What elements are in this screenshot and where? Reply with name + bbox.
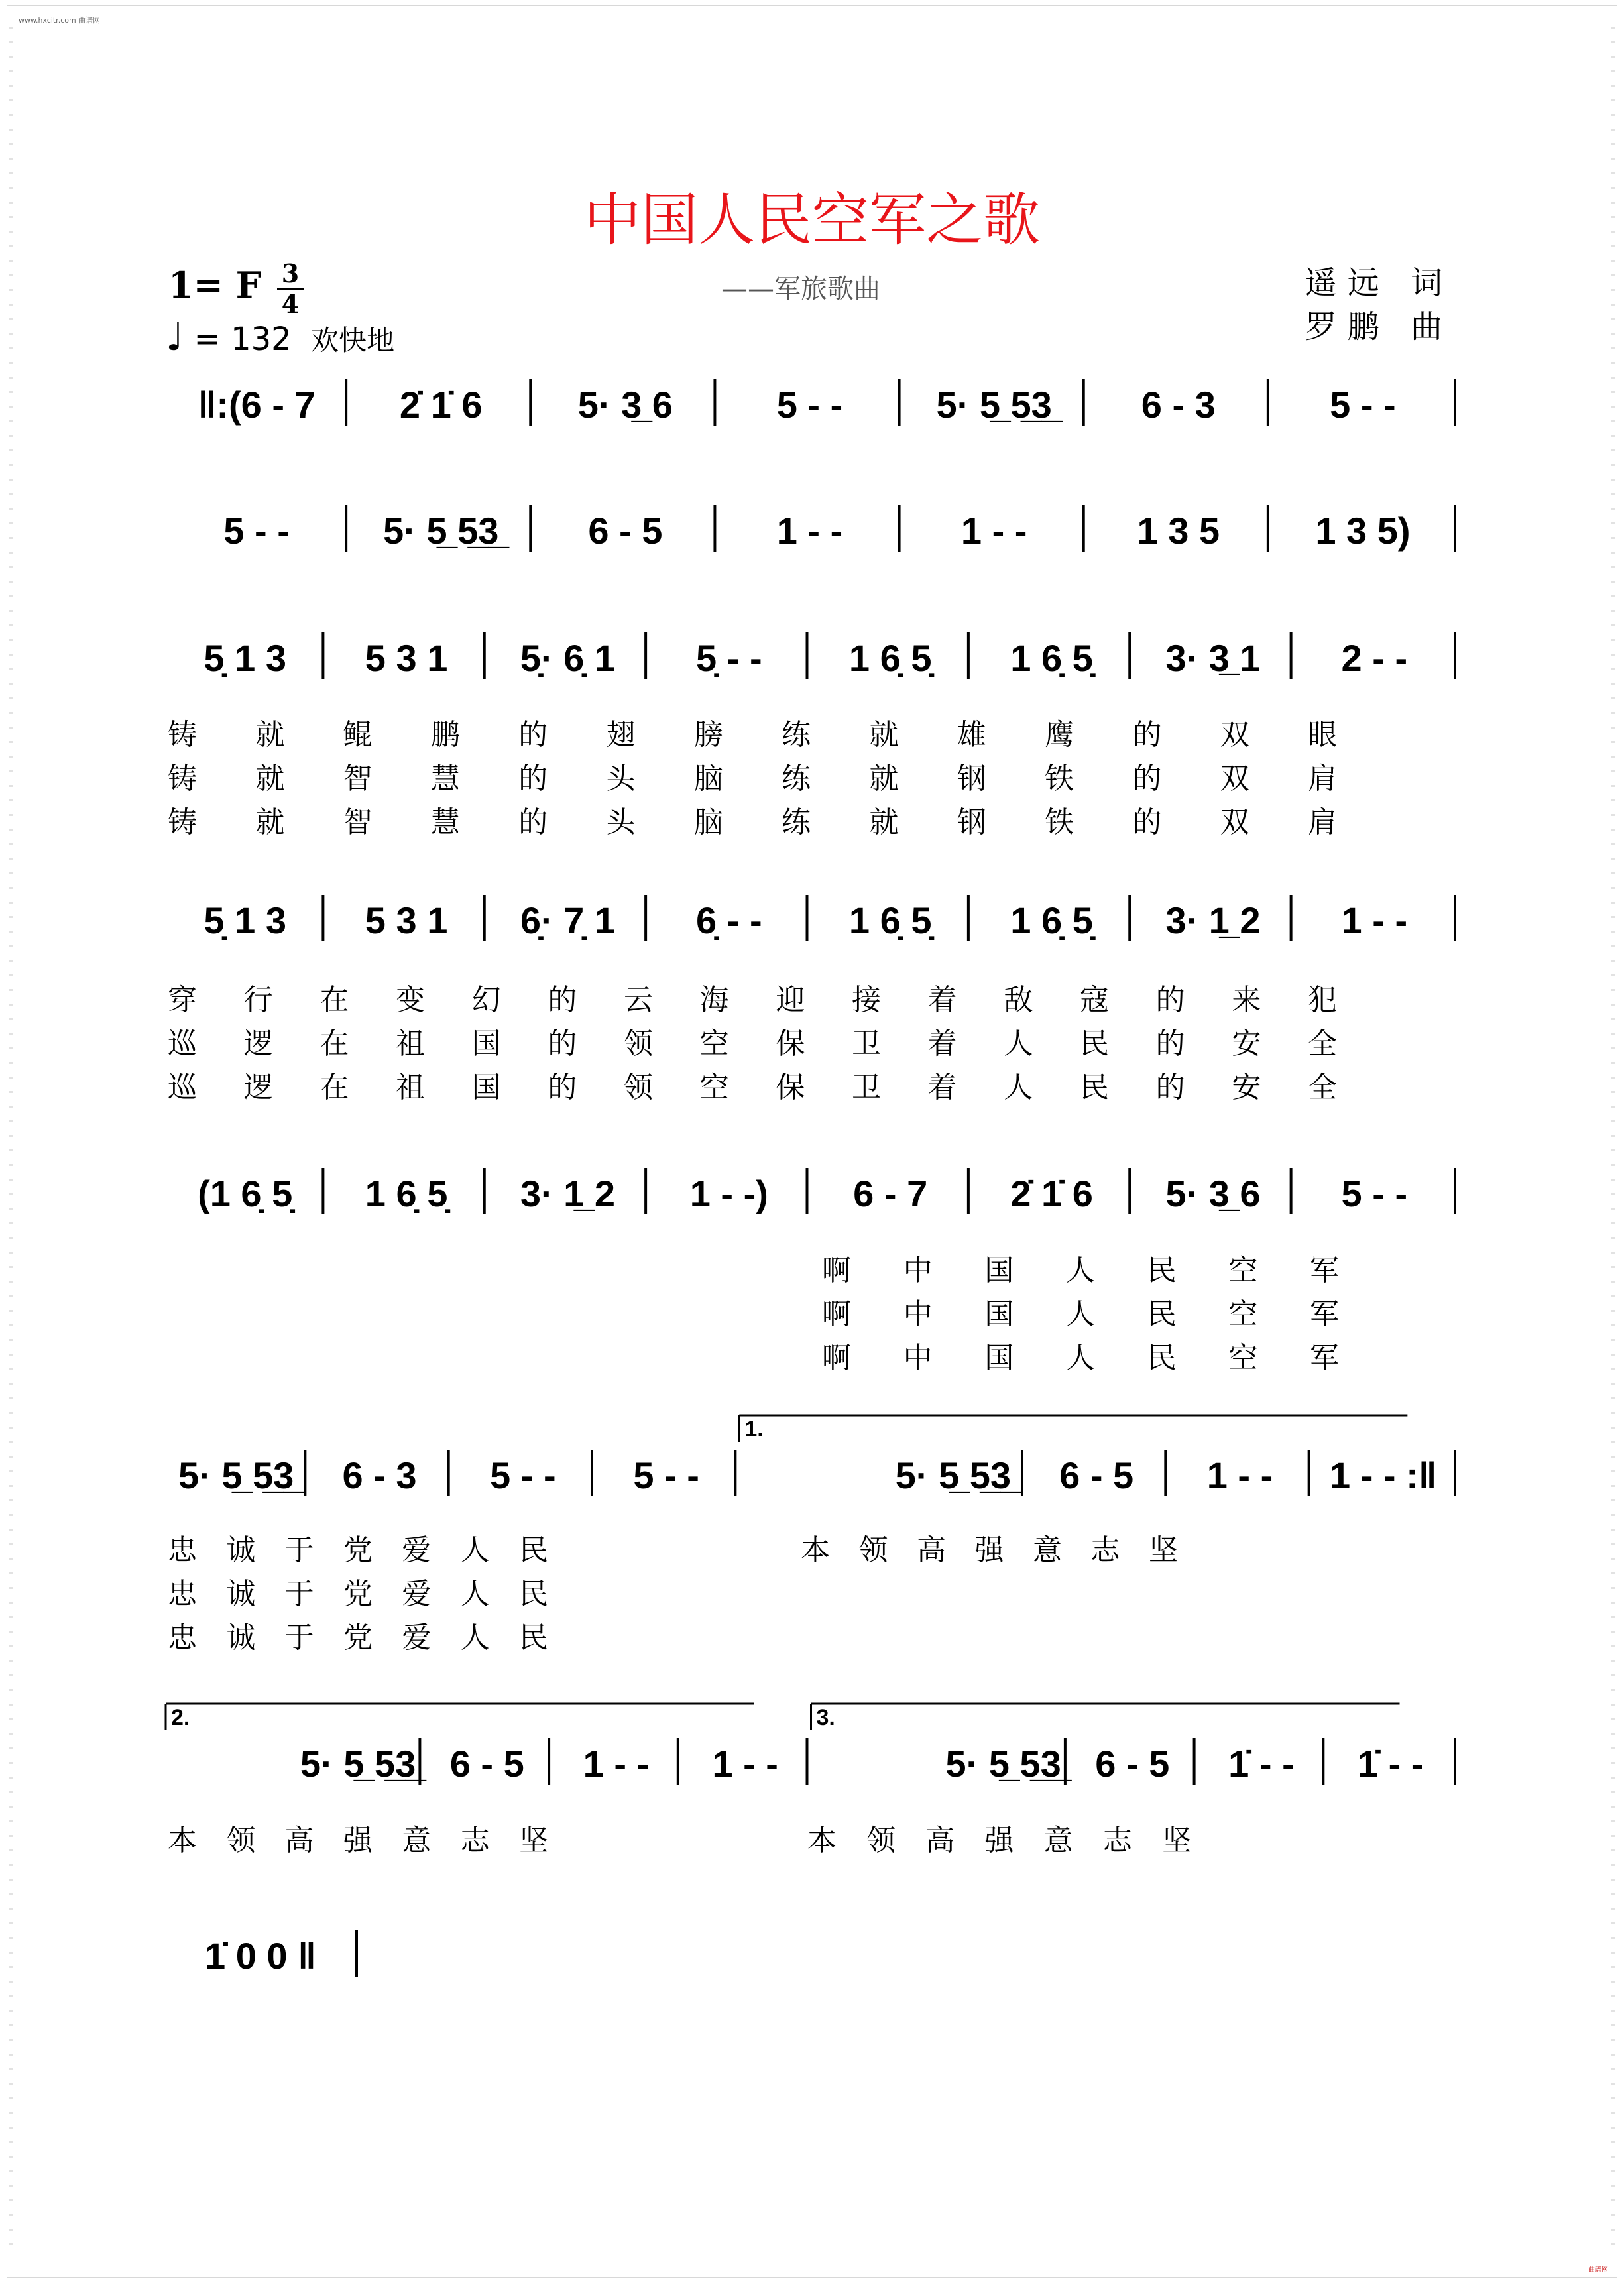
lyric-char: 逻 bbox=[243, 1027, 273, 1061]
measure-notes: (1 6̣ 5̣ bbox=[198, 1173, 293, 1214]
lyric-char: 幻 bbox=[471, 983, 501, 1017]
lyric-char: 中 bbox=[903, 1341, 933, 1375]
lyric-char: 爱 bbox=[402, 1533, 432, 1567]
lyric-char: 练 bbox=[782, 718, 811, 752]
measure-notes: 5 3 1 bbox=[365, 637, 448, 679]
lyric-char: 人 bbox=[460, 1577, 490, 1611]
lyric-char: 民 bbox=[1147, 1297, 1177, 1331]
site-watermark-top: www.hxcitr.com 曲谱网 bbox=[19, 16, 101, 25]
lyric-char: 强 bbox=[343, 1824, 373, 1857]
lyric-char: 在 bbox=[319, 1071, 349, 1104]
lyric-char: 肩 bbox=[1308, 762, 1337, 795]
lyric-char: 人 bbox=[1004, 1071, 1033, 1104]
measure-notes: 6 - 3 bbox=[1141, 384, 1216, 426]
lyric-char: 诚 bbox=[226, 1577, 256, 1611]
lyric-char: 卫 bbox=[852, 1027, 881, 1061]
lyric-char: 党 bbox=[343, 1533, 373, 1567]
song-subtitle: ——军旅歌曲 bbox=[721, 274, 880, 304]
lyric-char: 民 bbox=[1080, 1071, 1109, 1104]
quarter-note-icon: ♩ bbox=[166, 314, 184, 359]
measure-notes: 1 - - bbox=[712, 1743, 778, 1785]
measure-notes: 6 - 3 bbox=[342, 1454, 417, 1496]
lyric-char: 的 bbox=[518, 805, 548, 839]
measure-notes: 5· 5̲ 5̲3̲ bbox=[178, 1454, 294, 1496]
measure-notes: 1 - -) bbox=[689, 1173, 768, 1214]
lyric-char: 巡 bbox=[168, 1027, 197, 1061]
lyric-char: 智 bbox=[343, 805, 373, 839]
lyric-char: 迎 bbox=[776, 983, 805, 1017]
lyric-char: 人 bbox=[460, 1533, 490, 1567]
lyric-char: 空 bbox=[699, 1027, 729, 1061]
time-signature-bottom: 4 bbox=[281, 289, 300, 319]
lyric-char: 头 bbox=[606, 762, 636, 795]
lyric-char: 中 bbox=[903, 1297, 933, 1331]
lyric-char: 铁 bbox=[1045, 805, 1074, 839]
lyric-char: 意 bbox=[1033, 1533, 1062, 1567]
lyric-char: 头 bbox=[606, 805, 636, 839]
lyric-char: 练 bbox=[782, 762, 811, 795]
lyric-char: 祖 bbox=[396, 1027, 425, 1061]
measure-notes: 6̣ - - bbox=[696, 900, 762, 941]
measure-notes: 5 - - bbox=[223, 510, 290, 552]
lyric-char: 的 bbox=[518, 718, 548, 752]
lyric-char: 就 bbox=[869, 805, 899, 839]
lyric-char: 保 bbox=[776, 1027, 805, 1061]
lyric-char: 祖 bbox=[396, 1071, 425, 1104]
measure-notes: 1 - - :‖ bbox=[1330, 1454, 1437, 1496]
lyric-char: 行 bbox=[243, 983, 273, 1017]
lyric-char: 智 bbox=[343, 762, 373, 795]
lyric-char: 志 bbox=[1102, 1824, 1132, 1857]
lyric-char: 领 bbox=[858, 1533, 888, 1567]
lyric-char: 着 bbox=[927, 1027, 957, 1061]
measure-notes: 5̣ 1 3 bbox=[203, 900, 286, 941]
lyric-char: 就 bbox=[255, 805, 285, 839]
lyric-char: 云 bbox=[624, 983, 653, 1017]
lyric-char: 民 bbox=[1147, 1341, 1177, 1375]
lyric-char: 在 bbox=[319, 1027, 349, 1061]
measure-notes: 5· 5̲ 5̲3̲ bbox=[945, 1743, 1061, 1785]
measure-notes: 5 - - bbox=[490, 1454, 556, 1496]
measure-notes: 5· 5̲ 5̲3̲ bbox=[936, 384, 1052, 426]
lyric-char: 空 bbox=[699, 1071, 729, 1104]
lyric-char: 意 bbox=[1043, 1824, 1073, 1857]
lyric-char: 铁 bbox=[1045, 762, 1074, 795]
volta-label: 3. bbox=[816, 1705, 835, 1730]
measure-notes: 1 3 5) bbox=[1315, 510, 1411, 552]
lyric-char: 国 bbox=[471, 1071, 501, 1104]
lyric-char: 坚 bbox=[1162, 1824, 1191, 1857]
measure-notes: 5· 5̲ 5̲3̲ bbox=[895, 1454, 1012, 1496]
measure-notes: 6 - 7 bbox=[853, 1173, 928, 1214]
lyric-char: 双 bbox=[1220, 718, 1249, 752]
volta-label: 1. bbox=[744, 1417, 764, 1442]
lyric-char: 眼 bbox=[1308, 718, 1337, 752]
lyric-char: 着 bbox=[927, 983, 957, 1017]
lyric-char: 民 bbox=[519, 1577, 548, 1611]
lyric-char: 本 bbox=[801, 1533, 830, 1567]
measure-notes: 6 - 5 bbox=[449, 1743, 524, 1785]
measure-notes: 5 - - bbox=[1341, 1173, 1408, 1214]
lyric-char: 海 bbox=[699, 983, 729, 1017]
lyric-char: 的 bbox=[1155, 1071, 1185, 1104]
volta-label: 2. bbox=[171, 1705, 190, 1730]
lyric-char: 脑 bbox=[693, 762, 723, 795]
song-title: 中国人民空军之歌 bbox=[584, 187, 1040, 253]
measure-notes: 6 - 5 bbox=[1059, 1454, 1134, 1496]
lyric-char: 脑 bbox=[693, 805, 723, 839]
lyric-char: 本 bbox=[807, 1824, 837, 1857]
lyric-char: 钢 bbox=[957, 805, 986, 839]
lyric-char: 高 bbox=[925, 1824, 955, 1857]
measure-notes: 1 6̣ 5̣ bbox=[1010, 637, 1093, 679]
lyric-char: 坚 bbox=[519, 1824, 548, 1857]
lyric-char: 强 bbox=[984, 1824, 1014, 1857]
lyric-char: 的 bbox=[1155, 983, 1185, 1017]
lyric-char: 铸 bbox=[168, 718, 197, 752]
measure-notes: 1 6̣ 5̣ bbox=[365, 1173, 448, 1214]
lyric-char: 双 bbox=[1220, 805, 1249, 839]
measure-notes: 6 - 5 bbox=[588, 510, 663, 552]
lyric-char: 国 bbox=[984, 1341, 1014, 1375]
lyric-char: 肩 bbox=[1308, 805, 1337, 839]
lyric-char: 于 bbox=[284, 1577, 314, 1611]
lyric-char: 保 bbox=[776, 1071, 805, 1104]
lyric-char: 练 bbox=[782, 805, 811, 839]
measure-notes: 1 3 5 bbox=[1137, 510, 1220, 552]
measure-notes: 1 6̣ 5̣ bbox=[1010, 900, 1093, 941]
measure-notes: 3· 1̲ 2 bbox=[1165, 900, 1261, 941]
lyric-char: 逻 bbox=[243, 1071, 273, 1104]
measure-notes: 5· 5̲ 5̲3̲ bbox=[300, 1743, 416, 1785]
measure-notes: 1 - - bbox=[583, 1743, 650, 1785]
lyric-char: 的 bbox=[548, 1027, 577, 1061]
measure-notes: 5 - - bbox=[1330, 384, 1396, 426]
lyric-char: 本 bbox=[168, 1824, 197, 1857]
lyric-char: 于 bbox=[284, 1533, 314, 1567]
lyric-char: 膀 bbox=[693, 718, 723, 752]
lyric-char: 人 bbox=[460, 1621, 490, 1655]
lyric-char: 人 bbox=[1066, 1341, 1095, 1375]
lyric-char: 就 bbox=[255, 762, 285, 795]
lyric-char: 着 bbox=[927, 1071, 957, 1104]
measure-notes: 5 3 1 bbox=[365, 900, 448, 941]
lyric-char: 的 bbox=[1132, 718, 1162, 752]
measure-notes: 3· 1̲ 2 bbox=[520, 1173, 616, 1214]
lyric-char: 军 bbox=[1310, 1254, 1339, 1287]
lyric-char: 鹰 bbox=[1045, 718, 1074, 752]
measure-notes: 1̇ - - bbox=[1357, 1743, 1424, 1785]
measure-notes: 2 - - bbox=[1341, 637, 1408, 679]
lyric-char: 军 bbox=[1310, 1341, 1339, 1375]
lyric-char: 啊 bbox=[822, 1254, 851, 1287]
measure-notes: 5 - - bbox=[776, 384, 843, 426]
measure-notes: 1 - - bbox=[960, 510, 1027, 552]
lyric-char: 领 bbox=[624, 1027, 653, 1061]
lyric-char: 啊 bbox=[822, 1297, 851, 1331]
lyric-char: 民 bbox=[1080, 1027, 1109, 1061]
time-signature-top: 3 bbox=[281, 259, 300, 288]
lyric-char: 志 bbox=[1090, 1533, 1120, 1567]
lyric-char: 鲲 bbox=[343, 718, 373, 752]
lyric-char: 安 bbox=[1232, 1027, 1261, 1061]
lyric-char: 民 bbox=[1147, 1254, 1177, 1287]
lyric-char: 铸 bbox=[168, 762, 197, 795]
lyric-char: 人 bbox=[1066, 1297, 1095, 1331]
lyric-char: 铸 bbox=[168, 805, 197, 839]
lyric-char: 人 bbox=[1066, 1254, 1095, 1287]
measure-notes: 1 6̣ 5̣ bbox=[848, 900, 932, 941]
composer-credit: 罗鹏 曲 bbox=[1305, 308, 1453, 345]
measure-notes: 1 - - bbox=[776, 510, 843, 552]
lyric-char: 军 bbox=[1310, 1297, 1339, 1331]
lyric-char: 就 bbox=[255, 718, 285, 752]
lyric-char: 忠 bbox=[168, 1533, 197, 1567]
lyric-char: 的 bbox=[518, 762, 548, 795]
lyric-char: 穿 bbox=[168, 983, 197, 1017]
lyric-char: 雄 bbox=[957, 718, 986, 752]
lyric-char: 领 bbox=[866, 1824, 896, 1857]
measure-notes: 2̇ 1̇ 6 bbox=[1010, 1173, 1093, 1214]
lyric-char: 在 bbox=[319, 983, 349, 1017]
lyric-char: 民 bbox=[519, 1621, 548, 1655]
site-watermark-bottom: 曲谱网 bbox=[1588, 2266, 1608, 2274]
lyric-char: 诚 bbox=[226, 1533, 256, 1567]
measure-notes: 5̣ - - bbox=[696, 637, 762, 679]
lyric-char: 党 bbox=[343, 1621, 373, 1655]
measure-notes: 6 - 5 bbox=[1095, 1743, 1170, 1785]
lyric-char: 忠 bbox=[168, 1621, 197, 1655]
tempo-bpm: = 132 bbox=[194, 321, 292, 358]
lyric-char: 空 bbox=[1228, 1254, 1258, 1287]
lyric-char: 就 bbox=[869, 718, 899, 752]
lyric-char: 安 bbox=[1232, 1071, 1261, 1104]
lyric-char: 于 bbox=[284, 1621, 314, 1655]
lyric-char: 的 bbox=[548, 1071, 577, 1104]
lyricist-credit: 遥远 词 bbox=[1305, 264, 1453, 302]
lyric-char: 钢 bbox=[957, 762, 986, 795]
measure-notes: 1̇ - - bbox=[1228, 1743, 1295, 1785]
lyric-char: 高 bbox=[917, 1533, 946, 1567]
lyric-char: 中 bbox=[903, 1254, 933, 1287]
measure-notes: 3· 3̲ 1 bbox=[1165, 637, 1261, 679]
lyric-char: 敌 bbox=[1004, 983, 1033, 1017]
lyric-char: 的 bbox=[1132, 762, 1162, 795]
lyric-char: 的 bbox=[1132, 805, 1162, 839]
lyric-char: 国 bbox=[984, 1297, 1014, 1331]
lyric-char: 民 bbox=[519, 1533, 548, 1567]
measure-notes: 5̣· 6̣ 1 bbox=[520, 637, 616, 679]
lyric-char: 慧 bbox=[430, 762, 460, 795]
lyric-char: 巡 bbox=[168, 1071, 197, 1104]
tempo-description: 欢快地 bbox=[310, 324, 394, 357]
lyric-char: 爱 bbox=[402, 1577, 432, 1611]
lyric-char: 人 bbox=[1004, 1027, 1033, 1061]
measure-notes: 6̣· 7̣ 1 bbox=[520, 900, 616, 941]
lyric-char: 卫 bbox=[852, 1071, 881, 1104]
lyric-char: 鹏 bbox=[430, 718, 460, 752]
lyric-char: 强 bbox=[974, 1533, 1004, 1567]
lyric-char: 空 bbox=[1228, 1297, 1258, 1331]
measure-notes: 1 6̣ 5̣ bbox=[848, 637, 932, 679]
lyric-char: 国 bbox=[984, 1254, 1014, 1287]
lyric-char: 的 bbox=[548, 983, 577, 1017]
lyric-char: 寇 bbox=[1080, 983, 1109, 1017]
measure-notes: 5̣ 1 3 bbox=[203, 637, 286, 679]
lyric-char: 忠 bbox=[168, 1577, 197, 1611]
measure-notes: 2̇ 1̇ 6 bbox=[399, 384, 483, 426]
measure-notes: 5· 3̲ 6 bbox=[1165, 1173, 1261, 1214]
lyric-char: 志 bbox=[460, 1824, 490, 1857]
lyric-char: 双 bbox=[1220, 762, 1249, 795]
lyric-char: 的 bbox=[1155, 1027, 1185, 1061]
lyric-char: 诚 bbox=[226, 1621, 256, 1655]
lyric-char: 领 bbox=[624, 1071, 653, 1104]
lyric-char: 意 bbox=[402, 1824, 432, 1857]
lyric-char: 全 bbox=[1308, 1027, 1337, 1061]
lyric-char: 翅 bbox=[606, 718, 636, 752]
lyric-char: 犯 bbox=[1308, 983, 1337, 1017]
lyric-char: 全 bbox=[1308, 1071, 1337, 1104]
lyric-char: 党 bbox=[343, 1577, 373, 1611]
lyric-char: 慧 bbox=[430, 805, 460, 839]
measure-notes: 5 - - bbox=[633, 1454, 699, 1496]
lyric-char: 坚 bbox=[1149, 1533, 1178, 1567]
lyric-char: 啊 bbox=[822, 1341, 851, 1375]
measure-notes: 1 - - bbox=[1341, 900, 1408, 941]
lyric-char: 爱 bbox=[402, 1621, 432, 1655]
lyric-char: 来 bbox=[1232, 983, 1261, 1017]
lyric-char: 高 bbox=[284, 1824, 314, 1857]
measure-notes: 5· 3̲ 6 bbox=[577, 384, 673, 426]
measure-notes: 1 - - bbox=[1206, 1454, 1273, 1496]
measure-notes: 1̇ 0 0 ‖ bbox=[205, 1935, 316, 1977]
key-signature: 1= F bbox=[168, 264, 261, 306]
lyric-char: 就 bbox=[869, 762, 899, 795]
lyric-char: 空 bbox=[1228, 1341, 1258, 1375]
lyric-char: 变 bbox=[396, 983, 425, 1017]
measure-notes: 5· 5̲ 5̲3̲ bbox=[383, 510, 499, 552]
lyric-char: 领 bbox=[226, 1824, 256, 1857]
measure-notes: ‖:(6 - 7 bbox=[198, 384, 316, 426]
lyric-char: 接 bbox=[852, 983, 881, 1017]
lyric-char: 国 bbox=[471, 1027, 501, 1061]
